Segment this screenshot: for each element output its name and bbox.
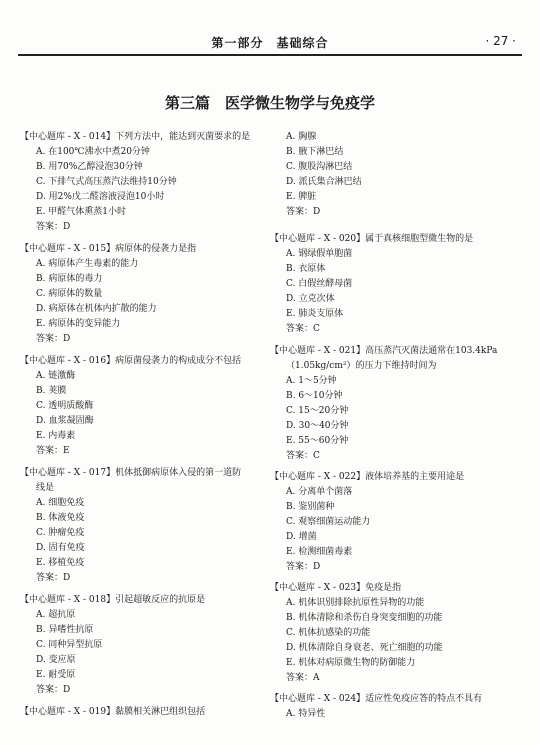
answer: 答案：D — [36, 334, 71, 344]
option-e: E. 病原体的变异能力 — [36, 319, 121, 329]
option-b: B. 6～10分钟 — [286, 391, 343, 401]
option-c: C. 观察细菌运动能力 — [286, 517, 371, 527]
option-e: E. 内毒素 — [36, 431, 76, 441]
option-a: A. 1～5分钟 — [286, 376, 337, 386]
option-b: B. 机体清除和杀伤自身突变细胞的功能 — [286, 613, 443, 623]
option-e: E. 甲醛气体熏蒸1小时 — [36, 207, 127, 217]
page-header — [18, 28, 522, 56]
option-a: A. 链激酶 — [36, 371, 76, 381]
option-a: A. 细胞免疫 — [36, 498, 85, 508]
option-c: C. 机体抗感染的功能 — [286, 628, 371, 638]
answer: 答案：D — [286, 207, 321, 217]
question-stem: 【中心题库 - X - 021】高压蒸汽灭菌法通常在103.4kPa — [270, 346, 498, 356]
option-e: E. 移植免疫 — [36, 558, 85, 568]
page-number: · 27 · — [485, 34, 516, 48]
question-019 — [20, 705, 275, 720]
option-d: D. 30～40分钟 — [286, 421, 349, 431]
option-b: B. 腋下淋巴结 — [286, 147, 344, 157]
question-stem-cont: 线是 — [36, 483, 55, 493]
option-d: D. 机体清除自身衰老、死亡细胞的功能 — [286, 643, 443, 653]
option-d: D. 派氏集合淋巴结 — [286, 177, 362, 187]
option-d: D. 病原体在机体内扩散的能力 — [36, 304, 157, 314]
answer: 答案：C — [286, 324, 320, 334]
answer: 答案：D — [286, 562, 321, 572]
question-022 — [270, 470, 532, 575]
chapter-title: 第三篇 医学微生物学与免疫学 — [164, 94, 375, 112]
option-a: A. 机体识别排除抗原性异物的功能 — [286, 598, 425, 608]
answer: 答案：D — [36, 222, 71, 232]
answer: 答案：D — [36, 573, 71, 583]
question-015 — [20, 242, 275, 347]
option-e: E. 检测细菌毒素 — [286, 547, 353, 557]
option-a: A. 在100℃沸水中煮20分钟 — [36, 147, 150, 157]
option-a: A. 超抗原 — [36, 610, 76, 620]
option-e: E. 脾脏 — [286, 192, 317, 202]
question-stem: 【中心题库 - X - 019】黏膜相关淋巴组织包括 — [20, 707, 206, 717]
question-stem: 【中心题库 - X - 018】引起超敏反应的抗原是 — [20, 595, 206, 605]
option-e: E. 耐受原 — [36, 670, 76, 680]
option-c: C. 透明质酸酶 — [36, 401, 94, 411]
question-018 — [20, 593, 275, 698]
option-b: B. 用70%乙醇浸泡30分钟 — [36, 162, 143, 172]
option-c: C. 15～20分钟 — [286, 406, 349, 416]
option-c: C. 病原体的数量 — [36, 289, 103, 299]
option-e: E. 55～60分钟 — [286, 436, 349, 446]
question-stem: 【中心题库 - X - 023】免疫是指 — [270, 583, 402, 593]
option-c: C. 腹股沟淋巴结 — [286, 162, 353, 172]
answer: 答案：D — [36, 685, 71, 695]
option-b: B. 衣原体 — [286, 264, 326, 274]
option-b: B. 异嗜性抗原 — [36, 625, 94, 635]
option-a: A. 特异性 — [286, 709, 326, 719]
question-020 — [270, 232, 532, 337]
question-stem: 【中心题库 - X - 024】适应性免疫应答的特点不具有 — [270, 694, 483, 704]
option-e: E. 机体对病原微生物的防御能力 — [286, 658, 416, 668]
option-d: D. 固有免疫 — [36, 543, 85, 553]
option-c: C. 同种异型抗原 — [36, 640, 103, 650]
option-c: C. 白假丝酵母菌 — [286, 279, 353, 289]
answer: 答案：A — [286, 673, 320, 683]
question-stem: 【中心题库 - X - 017】机体抵御病原体入侵的第一道防 — [20, 468, 242, 478]
question-stem: 【中心题库 - X - 016】病原菌侵袭力的构成成分不包括 — [20, 356, 242, 366]
option-a: A. 钢绿假单胞菌 — [286, 249, 353, 259]
question-stem: 【中心题库 - X - 022】液体培养基的主要用途是 — [270, 472, 465, 482]
question-stem: 【中心题库 - X - 014】下列方法中，能达到灭菌要求的是 — [20, 132, 251, 142]
option-d: D. 立克次体 — [286, 294, 335, 304]
option-e: E. 肺炎支原体 — [286, 309, 344, 319]
option-a: A. 分离单个菌落 — [286, 487, 353, 497]
option-d: D. 变应原 — [36, 655, 76, 665]
option-d: D. 用2%戊二醛溶液浸泡10小时 — [36, 192, 165, 202]
question-stem: 【中心题库 - X - 015】病原体的侵袭力是指 — [20, 244, 197, 254]
option-c: C. 下排气式高压蒸汽法维持10分钟 — [36, 177, 177, 187]
question-016 — [20, 354, 275, 459]
section-title: 第一部分 基础综合 — [211, 36, 329, 50]
question-019-continued — [270, 130, 532, 220]
option-d: D. 增菌 — [286, 532, 317, 542]
question-024 — [270, 692, 532, 722]
question-023 — [270, 581, 532, 686]
option-c: C. 肿瘤免疫 — [36, 528, 85, 538]
answer: 答案：C — [286, 451, 320, 461]
option-b: B. 鉴别菌种 — [286, 502, 335, 512]
option-b: B. 病原体的毒力 — [36, 274, 103, 284]
question-014 — [20, 130, 275, 235]
question-017 — [20, 466, 275, 586]
question-021 — [270, 344, 532, 464]
option-b: B. 荚膜 — [36, 386, 67, 396]
answer: 答案：E — [36, 446, 70, 456]
question-stem-cont: （1.05kg/cm²）的压力下维持时间为 — [286, 361, 437, 371]
option-a: A. 病原体产生毒素的能力 — [36, 259, 139, 269]
question-stem: 【中心题库 - X - 020】属于真核细胞型微生物的是 — [270, 234, 474, 244]
option-d: D. 血浆凝固酶 — [36, 416, 94, 426]
option-a: A. 胸腺 — [286, 132, 317, 142]
option-b: B. 体液免疫 — [36, 513, 85, 523]
